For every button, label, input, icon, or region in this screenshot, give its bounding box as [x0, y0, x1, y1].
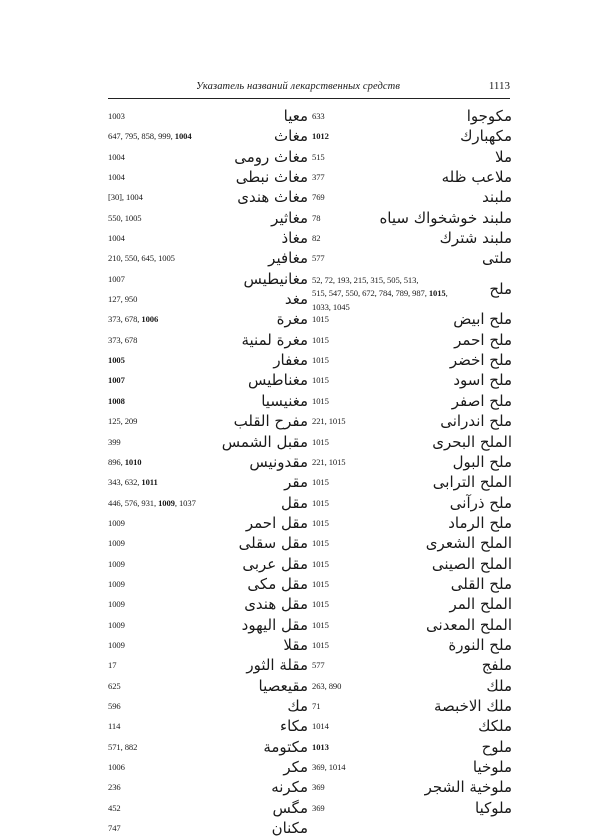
- index-entry: [312, 615, 512, 635]
- drug-name: ملح الرماد: [448, 513, 512, 532]
- page-references: 633: [312, 111, 325, 121]
- index-entry: [312, 147, 512, 167]
- drug-name: ملفج: [481, 656, 512, 675]
- index-entry: [312, 676, 512, 696]
- drug-name: مكوجوا: [466, 107, 512, 125]
- index-entry: [108, 309, 308, 329]
- page-references: 17: [108, 660, 117, 671]
- drug-name: مغناطيس: [248, 371, 308, 390]
- page-references: 1015: [312, 517, 329, 528]
- index-entry: [312, 391, 512, 411]
- drug-name: ملبند: [482, 188, 512, 207]
- page-references: 127, 950: [108, 294, 138, 305]
- drug-name: مغفار: [273, 351, 308, 370]
- drug-name: ملح القلى: [450, 574, 512, 593]
- drug-name: مغافیر: [268, 249, 308, 268]
- drug-name: مقل احمر: [245, 513, 308, 532]
- index-entry: [312, 432, 512, 452]
- drug-name: ملوكيا: [475, 798, 512, 817]
- page-references: 596: [108, 700, 121, 711]
- page-references: 647, 795, 858, 999, 1004: [108, 131, 192, 142]
- index-entry: [312, 248, 512, 268]
- drug-name: مقيعصيا: [258, 676, 308, 695]
- right-index-column: [312, 106, 512, 818]
- drug-name: ملتى: [481, 249, 512, 268]
- index-entry: [108, 737, 308, 757]
- page-references: 1015: [312, 599, 329, 610]
- drug-name: ملح اخضر: [449, 351, 512, 370]
- page-references: 1004: [108, 151, 125, 162]
- page-references: 1004: [108, 172, 125, 183]
- index-entry: [108, 574, 308, 594]
- drug-name: الملح الترابى: [432, 473, 512, 492]
- page-references: 1007: [108, 375, 125, 386]
- drug-name: مقلة الثور: [246, 656, 308, 675]
- index-entry: [108, 798, 308, 818]
- drug-name: ملوح: [481, 737, 512, 756]
- drug-name: ملح اصفر: [451, 391, 512, 410]
- page-references: 1014: [312, 721, 329, 732]
- drug-name: مكنان: [271, 819, 308, 838]
- index-entry: [108, 696, 308, 716]
- page-references: 1015: [312, 639, 329, 650]
- index-entry: [312, 106, 512, 126]
- drug-name: مقل مکی: [247, 574, 308, 593]
- index-entry: [312, 716, 512, 736]
- page-references: 52, 72, 193, 215, 315, 505, 513, 515, 547, 550, 672, 784, 789, 987, 1015, 1033, 1045: [312, 274, 448, 312]
- drug-name: مغاث: [274, 127, 308, 146]
- page-references: 1009: [108, 639, 125, 650]
- drug-name: مكهبارك: [460, 127, 512, 146]
- page-references: 1015: [312, 619, 329, 630]
- drug-name: مغاث نبطی: [235, 168, 308, 187]
- index-entry: [312, 533, 512, 553]
- page-references: 1009: [108, 599, 125, 610]
- index-entry: [108, 350, 308, 370]
- drug-name: مغانیطیس: [243, 269, 308, 288]
- index-entry: [312, 187, 512, 207]
- index-entry: [312, 228, 512, 248]
- page-references: 369: [312, 782, 325, 793]
- drug-name: مغاذ: [281, 229, 308, 248]
- page-references: 1012: [312, 131, 329, 142]
- page-references: 577: [312, 660, 325, 671]
- drug-name: مقل اليهود: [241, 615, 308, 634]
- index-entry: [312, 126, 512, 146]
- page-references: 114: [108, 721, 121, 732]
- index-entry: [108, 615, 308, 635]
- page-references: 369: [312, 802, 325, 813]
- index-entry: [312, 208, 512, 228]
- drug-name: ملوخيا: [472, 758, 512, 776]
- page-references: 399: [108, 436, 121, 447]
- drug-name: مكاء: [280, 717, 308, 736]
- page-references: 1015: [312, 558, 329, 569]
- index-entry: [312, 167, 512, 187]
- drug-name: ملح اندرانى: [440, 412, 512, 431]
- page-references: 1009: [108, 619, 125, 630]
- drug-name: الملح البحرى: [432, 432, 512, 451]
- drug-name: مقل عربی: [242, 554, 308, 573]
- page-references: 1005: [108, 355, 125, 366]
- index-entry: [108, 167, 308, 187]
- page-references: 373, 678: [108, 334, 138, 345]
- page-references: 452: [108, 802, 121, 813]
- drug-name: مغاثیر: [271, 208, 308, 227]
- index-entry: [108, 655, 308, 675]
- index-entry: [108, 513, 308, 533]
- page-references: 769: [312, 192, 325, 203]
- page-references: 1015: [312, 497, 329, 508]
- page-references: 125, 209: [108, 416, 138, 427]
- page-references: 221, 1015: [312, 416, 346, 427]
- index-entry: [312, 737, 512, 757]
- drug-name: ملك الاخبصة: [434, 696, 512, 715]
- index-entry: [108, 676, 308, 696]
- drug-name: ملح احمر: [454, 330, 512, 349]
- index-entry: [108, 472, 308, 492]
- index-entry: [312, 370, 512, 390]
- drug-name: ملح النورة: [448, 635, 512, 654]
- drug-name: مغاث هندی: [237, 188, 308, 207]
- page-references: 343, 632, 1011: [108, 477, 158, 488]
- index-entry: [108, 533, 308, 553]
- page-references: 446, 576, 931, 1009, 1037: [108, 497, 196, 508]
- index-entry: [312, 472, 512, 492]
- page-references: 1015: [312, 578, 329, 589]
- drug-name: مقلا: [283, 635, 308, 654]
- drug-name: مغد: [284, 290, 308, 309]
- index-entry: [108, 289, 308, 309]
- index-entry: [312, 350, 512, 370]
- page-references: 1015: [312, 436, 329, 447]
- drug-name: ملكك: [478, 717, 512, 736]
- drug-name: ملح: [489, 279, 512, 298]
- page-references: 236: [108, 782, 121, 793]
- drug-name: مقبل الشمس: [221, 432, 308, 451]
- index-entry: [108, 330, 308, 350]
- page-references: 263, 890: [312, 680, 342, 691]
- drug-name: معیا: [283, 107, 308, 125]
- page-references: 1015: [312, 334, 329, 345]
- index-entry: [108, 269, 308, 289]
- page-references: 625: [108, 680, 121, 691]
- index-entry: [108, 432, 308, 452]
- index-entry: [312, 309, 512, 329]
- page-references: 1009: [108, 558, 125, 569]
- drug-name: ملح اسود: [453, 371, 512, 390]
- page-references: 1015: [312, 538, 329, 549]
- index-entry: [108, 777, 308, 797]
- drug-name: مكرنه: [271, 778, 308, 797]
- drug-name: مغرة لمنية: [241, 330, 308, 349]
- index-entry: [108, 594, 308, 614]
- page-references: 1015: [312, 375, 329, 386]
- index-entry: [312, 574, 512, 594]
- drug-name: ملوخية الشجر: [424, 778, 512, 797]
- drug-name: الملح المر: [449, 595, 512, 614]
- page-references: 377: [312, 172, 325, 183]
- page-references: [30], 1004: [108, 192, 143, 203]
- drug-name: الملح الشعرى: [425, 534, 512, 553]
- index-entry: [108, 716, 308, 736]
- drug-name: مكتومة: [263, 737, 308, 756]
- page-references: 550, 1005: [108, 212, 142, 223]
- page-references: 71: [312, 700, 321, 711]
- page-references: 515: [312, 151, 325, 162]
- index-entry: [108, 228, 308, 248]
- page-references: 221, 1015: [312, 456, 346, 467]
- index-entry: [312, 696, 512, 716]
- page-references: 1015: [312, 314, 329, 325]
- drug-name: ملح البول: [452, 452, 512, 471]
- page-references: 1006: [108, 762, 125, 772]
- drug-name: ملك: [486, 676, 512, 695]
- drug-name: مغنيسيا: [261, 391, 308, 410]
- index-entry: [312, 513, 512, 533]
- index-entry: [108, 187, 308, 207]
- index-entry: [312, 594, 512, 614]
- drug-name: الملح المعدنى: [425, 615, 512, 634]
- page-references: 747: [108, 823, 121, 834]
- page-references: 82: [312, 233, 321, 244]
- drug-name: مكر: [283, 758, 308, 776]
- drug-name: ملاعب ظله: [441, 168, 512, 187]
- drug-name: مقدونيس: [249, 452, 308, 471]
- index-entry: [312, 554, 512, 574]
- left-index-column: [108, 106, 308, 838]
- index-entry: [312, 635, 512, 655]
- page-references: 210, 550, 645, 1005: [108, 253, 175, 264]
- index-entry: [108, 635, 308, 655]
- index-entry: [108, 106, 308, 126]
- index-entry: [108, 554, 308, 574]
- page-references: 571, 882: [108, 741, 138, 752]
- index-entry: [312, 411, 512, 431]
- index-entry: [312, 655, 512, 675]
- page-references: 1009: [108, 517, 125, 528]
- drug-name: ملا: [495, 147, 512, 166]
- index-entry: [312, 330, 512, 350]
- index-entry: [108, 248, 308, 268]
- page-references: 1015: [312, 477, 329, 488]
- drug-name: ملبند خوشخواك سياه: [379, 208, 512, 227]
- index-entry: [312, 452, 512, 472]
- page-references: 1009: [108, 538, 125, 549]
- drug-name: الملح الصينى: [431, 554, 512, 573]
- index-entry: [312, 493, 512, 513]
- drug-name: مگس: [272, 798, 308, 817]
- header-rule: [108, 98, 510, 99]
- page-references: 369, 1014: [312, 762, 346, 772]
- index-entry: [108, 757, 308, 777]
- index-entry: [312, 798, 512, 818]
- drug-name: مقل: [281, 493, 308, 512]
- page-references: 373, 678, 1006: [108, 314, 159, 325]
- drug-name: ملح ذرآنى: [449, 493, 512, 512]
- drug-name: مفرح القلب: [233, 412, 308, 431]
- index-entry: [108, 452, 308, 472]
- drug-name: مقل سقلی: [238, 534, 308, 553]
- drug-name: ملبند شترك: [439, 229, 512, 248]
- page-references: 1009: [108, 578, 125, 589]
- running-header-title: Указатель названий лекарственных средств: [196, 81, 400, 92]
- drug-name: مقل هندی: [244, 595, 308, 614]
- page-references: 1003: [108, 111, 125, 121]
- index-entry: [312, 757, 512, 777]
- index-entry: [312, 269, 512, 310]
- drug-name: مغرة: [276, 310, 308, 329]
- page-references: 577: [312, 253, 325, 264]
- index-entry: [108, 818, 308, 838]
- page-references: 1015: [312, 395, 329, 406]
- drug-name: مغاث رومی: [234, 147, 308, 166]
- index-entry: [108, 147, 308, 167]
- index-entry: [108, 411, 308, 431]
- page-references: 1013: [312, 741, 329, 752]
- drug-name: مقر: [284, 473, 308, 492]
- page-references: 896, 1010: [108, 456, 142, 467]
- index-entry: [312, 777, 512, 797]
- drug-name: ملح ابيض: [453, 310, 512, 329]
- index-entry: [108, 370, 308, 390]
- index-entry: [108, 208, 308, 228]
- page-references: 78: [312, 212, 321, 223]
- index-entry: [108, 126, 308, 146]
- page-references: 1015: [312, 355, 329, 366]
- index-entry: [108, 493, 308, 513]
- page-references: 1008: [108, 395, 125, 406]
- page-number: 1113: [488, 80, 510, 92]
- drug-name: مك: [287, 696, 308, 715]
- page-references: 1007: [108, 273, 125, 284]
- index-entry: [108, 391, 308, 411]
- page-references: 1004: [108, 233, 125, 244]
